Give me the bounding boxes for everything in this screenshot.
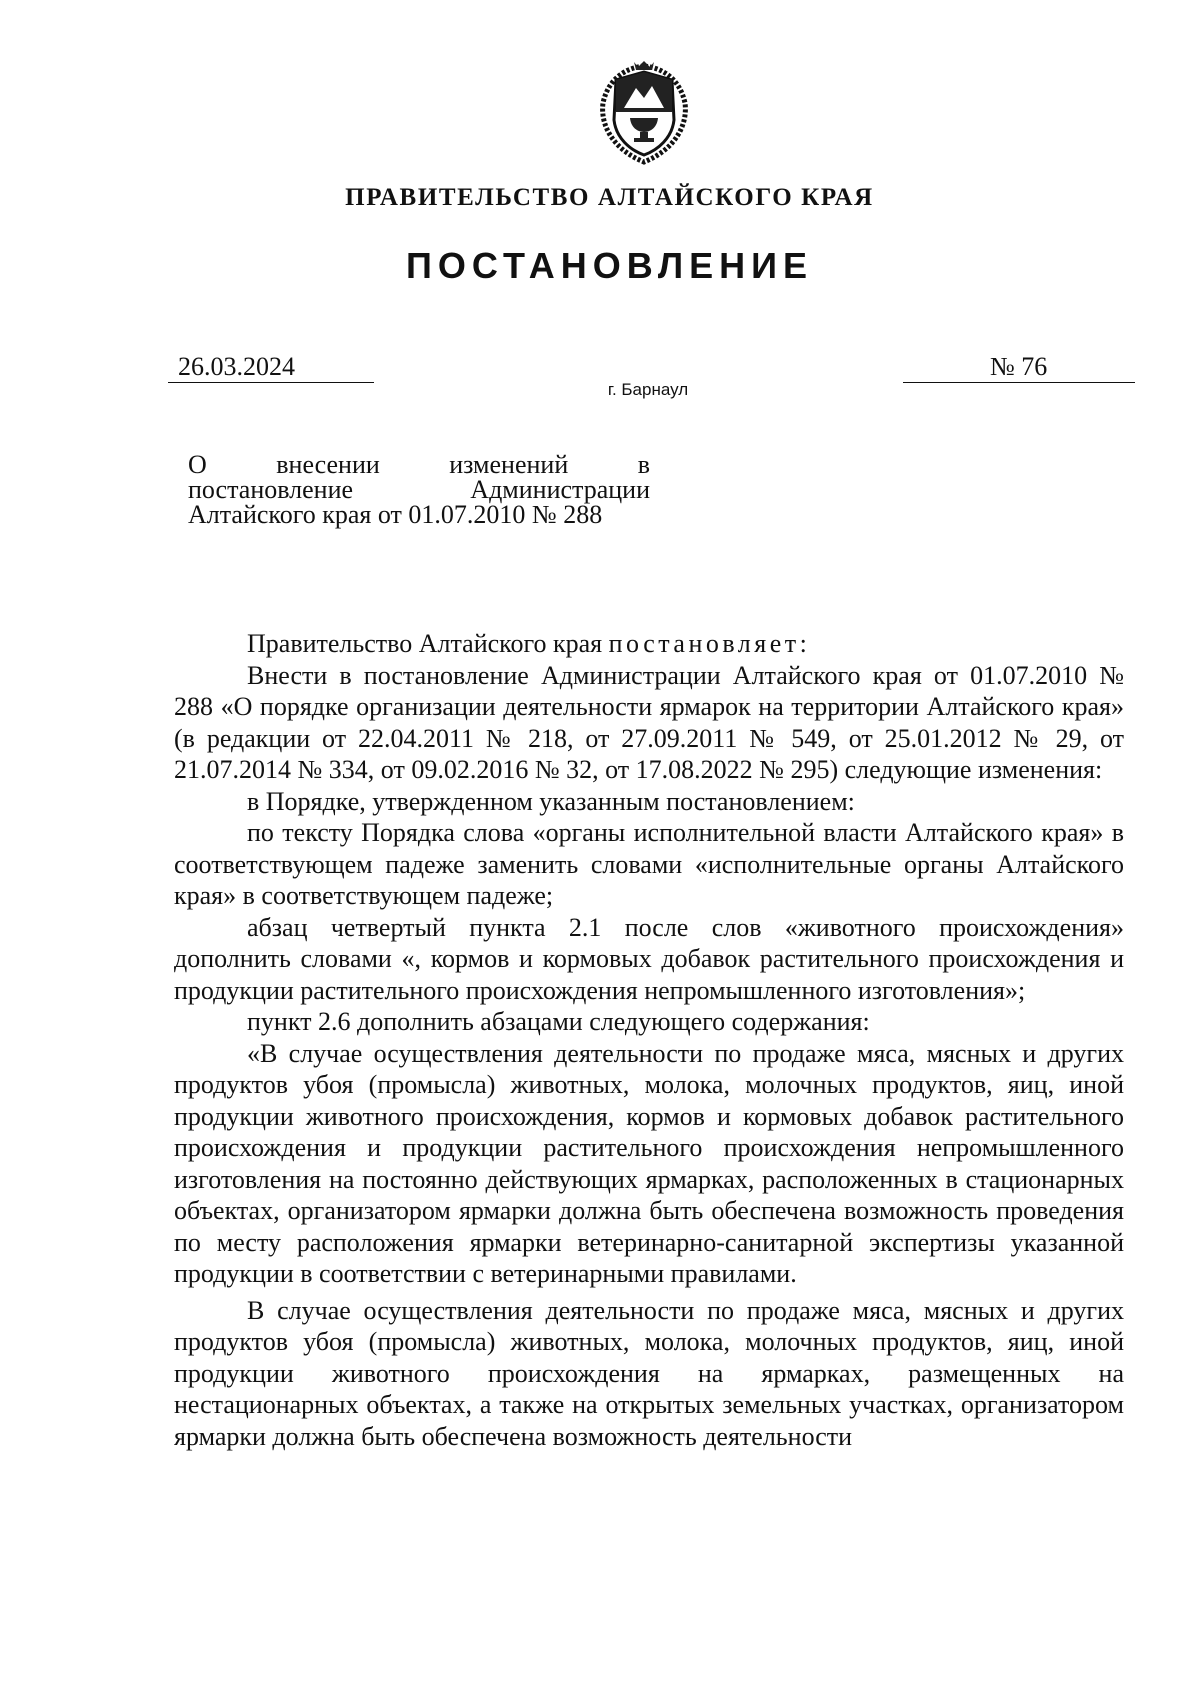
- body-paragraph: «В случае осуществления деятельности по продаже мяса, мясных и других продуктов убоя (промысла) животных, молока, молочных продуктов, яиц, иной продукции животного происхождения, кормов и кормовых добавок растительного происхождения и продукции растительного происхождения непромышленного изготовления на постоянно действующих ярмарках, расположенных в стационарных объектах, организатором ярмарки должна быть обеспечена возможность проведения по месту расположения ярмарки ветеринарно-санитарной экспертизы указанной продукции в соответствии с ветеринарными правилами.: [174, 1038, 1124, 1288]
- resolution-colon: :: [799, 629, 807, 658]
- document-body: [174, 628, 1124, 1452]
- document-city: г. Барнаул: [607, 380, 689, 399]
- body-paragraph: пункт 2.6 дополнить абзацами следующего содержания:: [247, 1007, 870, 1036]
- subject-line: постановление Администрации: [188, 475, 650, 504]
- subject-line: О внесении изменений в: [188, 450, 650, 479]
- body-paragraph: [174, 628, 1124, 660]
- resolution-verb: постановляет: [608, 629, 800, 658]
- body-paragraph: по тексту Порядка слова «органы исполнительной власти Алтайского края» в соответствующем падеже заменить словами «исполнительные органы Алтайского края» в соответствующем падеже;: [174, 818, 1124, 910]
- issuer-name: ПРАВИТЕЛЬСТВО АЛТАЙСКОГО КРАЯ: [345, 184, 874, 211]
- subject-line: Алтайского края от 01.07.2010 № 288: [188, 500, 603, 529]
- body-paragraph: Внести в постановление Администрации Алтайского края от 01.07.2010 № 288 «О порядке организации деятельности ярмарок на территории Алтайского края» (в редакции от 22.04.2011 № 218, от 27.09.2011 № 549, от 25.01.2012 № 29, от 21.07.2014 № 334, от 09.02.2016 № 32, от 17.08.2022 № 295) следующие изменения:: [174, 660, 1124, 784]
- document-type-title: ПОСТАНОВЛЕНИЕ: [406, 245, 813, 286]
- document-number: № 76: [903, 352, 1135, 383]
- document-subject: [188, 452, 650, 527]
- document-date: 26.03.2024: [168, 352, 374, 383]
- body-paragraph: в Порядке, утвержденном указанным постановлением:: [247, 786, 855, 816]
- resolution-preamble: Правительство Алтайского края: [247, 629, 609, 658]
- body-paragraph: абзац четвертый пункта 2.1 после слов «животного происхождения» дополнить словами «, кормов и кормовых добавок растительного происхождения и продукции растительного происхождения непромышленного изготовления»;: [174, 912, 1124, 1005]
- body-paragraph: В случае осуществления деятельности по продаже мяса, мясных и других продуктов убоя (промысла) животных, молока, молочных продуктов, яиц, иной продукции животного происхождения на ярмарках, размещенных на нестационарных объектах, а также на открытых земельных участках, организатором ярмарки должна быть обеспечена возможность деятельности: [174, 1295, 1124, 1451]
- altai-krai-coat-of-arms-icon: [594, 58, 694, 168]
